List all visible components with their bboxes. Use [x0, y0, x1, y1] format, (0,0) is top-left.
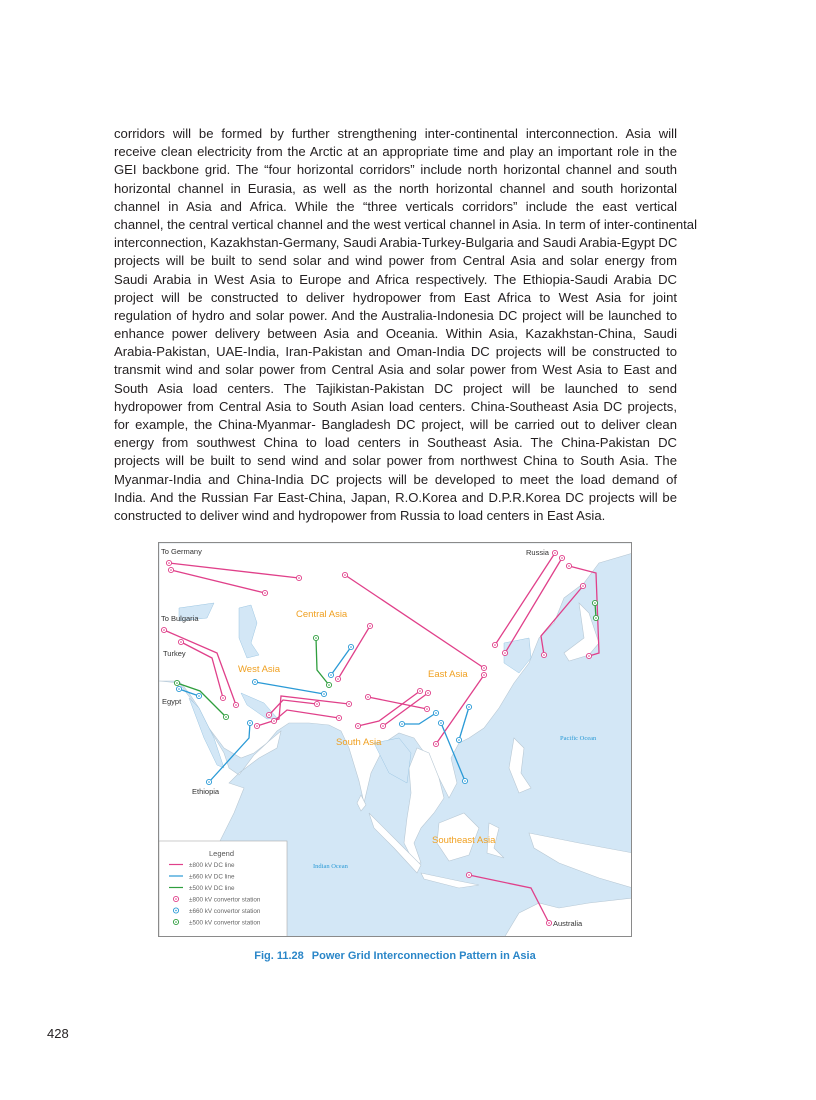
label-to-bulgaria: To Bulgaria: [161, 614, 199, 623]
label-pacific-ocean: Pacific Ocean: [560, 735, 597, 742]
body-text-line: transmit wind and solar power from Central Asia and solar power from West Asia to East and: [114, 362, 677, 378]
convertor-station-dot: [367, 696, 369, 698]
convertor-station-dot: [208, 781, 210, 783]
body-text-line: projects will be built to send wind and solar power from northwest China to South Asia. The: [114, 453, 677, 469]
new-guinea-land: [529, 833, 632, 888]
label-west-asia: West Asia: [238, 664, 281, 675]
convertor-station-dot: [548, 922, 550, 924]
body-text-line: Myanmar-India and China-India DC projects will be developed to meet the load demand of: [114, 471, 677, 487]
label-russia: Russia: [526, 548, 549, 557]
convertor-station-dot: [225, 716, 227, 718]
convertor-station-dot: [178, 688, 180, 690]
body-text-line: constructed to deliver wind and hydropower from Russia to load centers in East Asia.: [114, 507, 606, 523]
map-svg: [159, 543, 632, 937]
body-text-line: projects will be built to send solar and wind power from Central Asia and solar energy from: [114, 253, 677, 269]
legend-item-label: ±800 kV convertor station: [189, 896, 261, 904]
label-to-germany: To Germany: [161, 547, 202, 556]
convertor-station-dot: [198, 695, 200, 697]
body-text-line: Saudi Arabia in West Asia to Europe and Africa respectively. The Ethiopia-Saudi Arabia DC: [114, 271, 677, 287]
convertor-station-dot: [588, 655, 590, 657]
convertor-station-dot: [483, 667, 485, 669]
japan-land: [564, 603, 599, 661]
convertor-station-dot: [369, 625, 371, 627]
convertor-station-dot: [338, 717, 340, 719]
convertor-station-dot: [594, 602, 596, 604]
convertor-station-dot: [348, 703, 350, 705]
body-text-line: energy from southwest China to load centers in Southeast Asia. The China-Pakistan DC: [114, 435, 677, 451]
convertor-station-dot: [180, 641, 182, 643]
convertor-station-dot: [595, 617, 597, 619]
convertor-station-dot: [350, 646, 352, 648]
label-ethiopia: Ethiopia: [192, 787, 220, 796]
convertor-station-dot: [427, 692, 429, 694]
legend-item-label: ±660 kV convertor station: [189, 908, 261, 915]
body-text-line: hydropower from Central Asia to South Asian load centers. China-Southeast Asia DC projects,: [114, 398, 677, 414]
convertor-station-dot: [483, 674, 485, 676]
legend-item-label: ±500 kV DC line: [189, 885, 235, 892]
label-central-asia: Central Asia: [296, 609, 348, 620]
convertor-station-dot: [401, 723, 403, 725]
convertor-station-dot: [175, 910, 177, 912]
convertor-station-dot: [468, 706, 470, 708]
convertor-station-dot: [468, 874, 470, 876]
convertor-station-dot: [273, 720, 275, 722]
convertor-station-dot: [254, 681, 256, 683]
convertor-station-dot: [222, 697, 224, 699]
convertor-station-dot: [168, 562, 170, 564]
convertor-station-dot: [357, 725, 359, 727]
convertor-station-dot: [494, 644, 496, 646]
figure-title: Power Grid Interconnection Pattern in Asia: [311, 950, 536, 962]
body-text-line: channel in Asia and Africa. While the “three verticals corridors” include the east vertical: [114, 198, 677, 214]
convertor-station-dot: [435, 712, 437, 714]
body-text-line: regulation of hydro and solar power. And the Australia-Indonesia DC project will be launched to: [114, 307, 677, 323]
label-egypt: Egypt: [162, 697, 182, 706]
body-text-line: channel, the central vertical channel and the west vertical channel in Asia. In term of inter-continental: [114, 216, 697, 232]
convertor-station-dot: [170, 569, 172, 571]
label-south-asia: South Asia: [336, 737, 382, 748]
asia-grid-map: [158, 542, 632, 937]
label-australia: Australia: [553, 919, 583, 928]
convertor-station-dot: [298, 577, 300, 579]
body-text-line: for example, the China-Myanmar- Bangladesh DC project, will be carried out to deliver clean: [114, 417, 677, 432]
legend-item-label: ±660 kV DC line: [189, 873, 235, 881]
convertor-station-dot: [344, 574, 346, 576]
label-turkey: Turkey: [163, 649, 186, 658]
philippines-land: [509, 738, 531, 793]
figure-caption: [0, 950, 790, 962]
body-text-line: South Asia load centers. The Tajikistan-Pakistan DC project will be launched to send: [114, 380, 677, 396]
convertor-station-dot: [435, 743, 437, 745]
convertor-station-dot: [330, 674, 332, 676]
convertor-station-dot: [382, 725, 384, 727]
figure-number: Fig. 11.28: [254, 950, 304, 962]
australia-land: [504, 898, 632, 937]
convertor-station-dot: [568, 565, 570, 567]
convertor-station-dot: [426, 708, 428, 710]
body-text-line: receive clean electricity from the Arctic at an appropriate time and play an important role in the: [114, 144, 677, 160]
page-number: 428: [47, 1026, 69, 1041]
body-text: [114, 125, 697, 525]
body-text-line: Arabia-Pakistan, UAE-India, Iran-Pakistan and Oman-India DC projects will be constructed to: [114, 344, 677, 360]
convertor-station-dot: [328, 684, 330, 686]
convertor-station-dot: [316, 703, 318, 705]
body-text-line: project will be constructed to deliver hydropower from East Africa to West Asia for joint: [114, 289, 677, 305]
convertor-station-dot: [582, 585, 584, 587]
map-legend: [159, 841, 287, 937]
convertor-station-dot: [440, 722, 442, 724]
convertor-station-dot: [419, 690, 421, 692]
convertor-station-dot: [337, 678, 339, 680]
convertor-station-dot: [554, 552, 556, 554]
body-text-line: GEI backbone grid. The “four horizontal corridors” include north horizontal channel and south: [114, 162, 677, 178]
legend-item-label: ±800 kV DC line: [189, 862, 235, 869]
convertor-station-dot: [163, 629, 165, 631]
convertor-station-dot: [504, 652, 506, 654]
convertor-station-dot: [315, 637, 317, 639]
convertor-station-dot: [175, 898, 177, 900]
label-southeast-asia: Southeast Asia: [432, 835, 496, 846]
convertor-station-dot: [176, 682, 178, 684]
legend-item-label: ±500 kV convertor station: [189, 919, 261, 927]
body-text-line: enhance power delivery between Asia and Oceania. Within Asia, Kazakhstan-China, Saudi: [114, 326, 677, 342]
convertor-station-dot: [458, 739, 460, 741]
convertor-station-dot: [323, 693, 325, 695]
body-text-line: corridors will be formed by further strengthening inter-continental interconnection. Asia will: [114, 126, 677, 141]
convertor-station-dot: [235, 704, 237, 706]
body-text-line: interconnection, Kazakhstan-Germany, Saudi Arabia-Turkey-Bulgaria and Saudi Arabia-Egypt DC: [114, 235, 678, 251]
convertor-station-dot: [175, 921, 177, 923]
convertor-station-dot: [264, 592, 266, 594]
convertor-station-dot: [249, 722, 251, 724]
convertor-station-dot: [561, 557, 563, 559]
convertor-station-dot: [256, 725, 258, 727]
body-text-line: India. And the Russian Far East-China, Japan, R.O.Korea and D.P.R.Korea DC projects will be: [114, 489, 677, 505]
label-indian-ocean: Indian Ocean: [313, 863, 348, 870]
convertor-station-dot: [268, 714, 270, 716]
body-text-line: horizontal channel in Eurasia, as well as the north horizontal channel and south horizontal: [114, 180, 677, 196]
label-east-asia: East Asia: [428, 669, 468, 680]
convertor-station-dot: [543, 654, 545, 656]
convertor-station-dot: [464, 780, 466, 782]
legend-title: Legend: [209, 849, 235, 858]
